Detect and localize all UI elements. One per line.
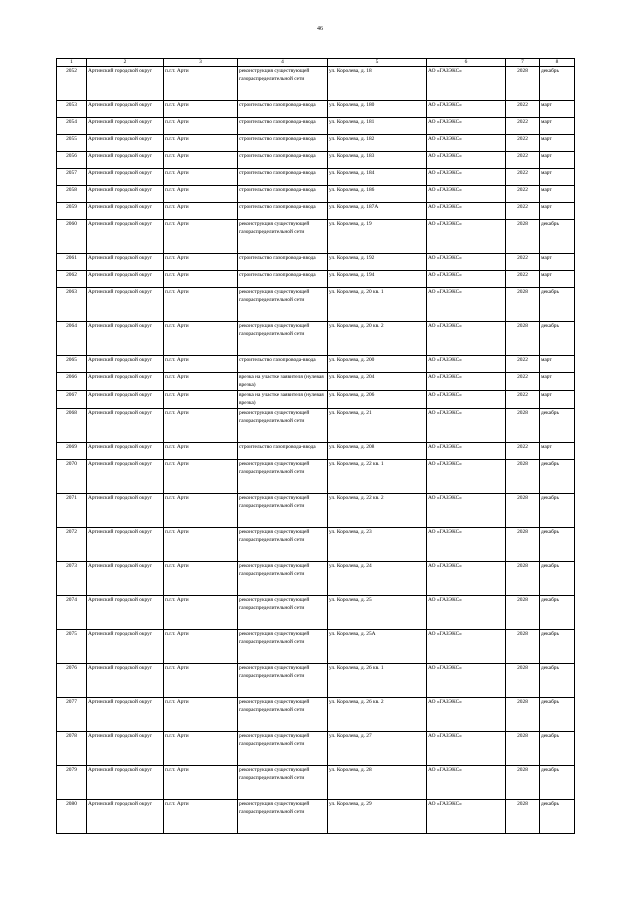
work-type-cell: реконструкция существующей газораспределительной сети <box>238 527 328 561</box>
work-type-cell: реконструкция существующей газораспределительной сети <box>238 561 328 595</box>
organization-cell: АО «ГАЗЭКС» <box>427 408 506 442</box>
district-cell: Артинский городской округ <box>87 356 164 373</box>
year-cell: 2022 <box>506 152 540 169</box>
settlement-cell: п.г.т. Арти <box>164 135 238 152</box>
table-row <box>57 288 575 322</box>
district-cell: Артинский городской округ <box>87 459 164 493</box>
table-row <box>57 731 575 765</box>
year-cell: 2022 <box>506 271 540 288</box>
address-cell: ул. Королева, д. 186 <box>328 186 427 203</box>
district-cell: Артинский городской округ <box>87 186 164 203</box>
gasification-table <box>56 58 575 834</box>
organization-cell: АО «ГАЗЭКС» <box>427 799 506 833</box>
work-type-cell: реконструкция существующей газораспределительной сети <box>238 663 328 697</box>
table-row <box>57 493 575 527</box>
month-cell: декабрь <box>540 408 575 442</box>
table-row <box>57 356 575 373</box>
year-cell: 2022 <box>506 356 540 373</box>
address-cell: ул. Королева, д. 19 <box>328 220 427 254</box>
work-type-cell: реконструкция существующей газораспределительной сети <box>238 731 328 765</box>
work-type-cell: строительство газопровода-ввода <box>238 169 328 186</box>
month-cell: декабрь <box>540 527 575 561</box>
column-header: 7 <box>506 59 540 67</box>
district-cell: Артинский городской округ <box>87 288 164 322</box>
organization-cell: АО «ГАЗЭКС» <box>427 254 506 271</box>
work-type-cell: строительство газопровода-ввода <box>238 356 328 373</box>
organization-cell: АО «ГАЗЭКС» <box>427 765 506 799</box>
month-cell: март <box>540 118 575 135</box>
settlement-cell: п.г.т. Арти <box>164 697 238 731</box>
address-cell: ул. Королева, д. 25А <box>328 629 427 663</box>
settlement-cell: п.г.т. Арти <box>164 459 238 493</box>
settlement-cell: п.г.т. Арти <box>164 169 238 186</box>
table-row <box>57 765 575 799</box>
row-number-cell: 2054 <box>57 118 87 135</box>
district-cell: Артинский городской округ <box>87 118 164 135</box>
column-number-row <box>57 59 575 67</box>
district-cell: Артинский городской округ <box>87 663 164 697</box>
work-type-cell: реконструкция существующей газораспределительной сети <box>238 697 328 731</box>
settlement-cell: п.г.т. Арти <box>164 203 238 220</box>
row-number-cell: 2052 <box>57 67 87 101</box>
row-number-cell: 2069 <box>57 442 87 459</box>
district-cell: Артинский городской округ <box>87 135 164 152</box>
address-cell: ул. Королева, д. 26 кв. 1 <box>328 663 427 697</box>
table-row <box>57 629 575 663</box>
row-number-cell: 2075 <box>57 629 87 663</box>
year-cell: 2022 <box>506 135 540 152</box>
table-row <box>57 697 575 731</box>
row-number-cell: 2056 <box>57 152 87 169</box>
address-cell: ул. Королева, д. 23 <box>328 527 427 561</box>
settlement-cell: п.г.т. Арти <box>164 186 238 203</box>
month-cell: декабрь <box>540 697 575 731</box>
year-cell: 2028 <box>506 322 540 356</box>
table-row <box>57 271 575 288</box>
table-row <box>57 408 575 442</box>
address-cell: ул. Королева, д. 184 <box>328 169 427 186</box>
work-type-cell: реконструкция существующей газораспределительной сети <box>238 493 328 527</box>
table-row <box>57 459 575 493</box>
column-header: 8 <box>540 59 575 67</box>
work-type-cell: реконструкция существующей газораспределительной сети <box>238 322 328 356</box>
month-cell: декабрь <box>540 799 575 833</box>
settlement-cell: п.г.т. Арти <box>164 390 238 408</box>
table-row <box>57 442 575 459</box>
settlement-cell: п.г.т. Арти <box>164 765 238 799</box>
work-type-cell: реконструкция существующей газораспределительной сети <box>238 288 328 322</box>
organization-cell: АО «ГАЗЭКС» <box>427 629 506 663</box>
row-number-cell: 2079 <box>57 765 87 799</box>
table-row <box>57 254 575 271</box>
district-cell: Артинский городской округ <box>87 254 164 271</box>
district-cell: Артинский городской округ <box>87 271 164 288</box>
address-cell: ул. Королева, д. 20 кв. 1 <box>328 288 427 322</box>
work-type-cell: строительство газопровода-ввода <box>238 101 328 118</box>
year-cell: 2022 <box>506 118 540 135</box>
district-cell: Артинский городской округ <box>87 595 164 629</box>
page-number: 46 <box>317 26 323 32</box>
month-cell: март <box>540 186 575 203</box>
district-cell: Артинский городской округ <box>87 169 164 186</box>
month-cell: декабрь <box>540 67 575 101</box>
address-cell: ул. Королева, д. 182 <box>328 135 427 152</box>
settlement-cell: п.г.т. Арти <box>164 731 238 765</box>
month-cell: декабрь <box>540 595 575 629</box>
month-cell: декабрь <box>540 459 575 493</box>
district-cell: Артинский городской округ <box>87 101 164 118</box>
address-cell: ул. Королева, д. 27 <box>328 731 427 765</box>
row-number-cell: 2078 <box>57 731 87 765</box>
row-number-cell: 2059 <box>57 203 87 220</box>
row-number-cell: 2058 <box>57 186 87 203</box>
row-number-cell: 2070 <box>57 459 87 493</box>
organization-cell: АО «ГАЗЭКС» <box>427 595 506 629</box>
address-cell: ул. Королева, д. 183 <box>328 152 427 169</box>
month-cell: декабрь <box>540 493 575 527</box>
month-cell: декабрь <box>540 731 575 765</box>
row-number-cell: 2055 <box>57 135 87 152</box>
settlement-cell: п.г.т. Арти <box>164 288 238 322</box>
table-row <box>57 101 575 118</box>
month-cell: декабрь <box>540 629 575 663</box>
month-cell: март <box>540 356 575 373</box>
address-cell: ул. Королева, д. 29 <box>328 799 427 833</box>
table-row <box>57 169 575 186</box>
month-cell: декабрь <box>540 765 575 799</box>
organization-cell: АО «ГАЗЭКС» <box>427 186 506 203</box>
district-cell: Артинский городской округ <box>87 67 164 101</box>
organization-cell: АО «ГАЗЭКС» <box>427 561 506 595</box>
settlement-cell: п.г.т. Арти <box>164 67 238 101</box>
organization-cell: АО «ГАЗЭКС» <box>427 527 506 561</box>
month-cell: декабрь <box>540 561 575 595</box>
table-row <box>57 220 575 254</box>
month-cell: март <box>540 101 575 118</box>
work-type-cell: строительство газопровода-ввода <box>238 135 328 152</box>
table-row <box>57 561 575 595</box>
address-cell: ул. Королева, д. 22 кв. 1 <box>328 459 427 493</box>
table-row <box>57 799 575 833</box>
organization-cell: АО «ГАЗЭКС» <box>427 697 506 731</box>
settlement-cell: п.г.т. Арти <box>164 408 238 442</box>
year-cell: 2028 <box>506 663 540 697</box>
year-cell: 2028 <box>506 459 540 493</box>
settlement-cell: п.г.т. Арти <box>164 493 238 527</box>
row-number-cell: 2063 <box>57 288 87 322</box>
settlement-cell: п.г.т. Арти <box>164 595 238 629</box>
district-cell: Артинский городской округ <box>87 322 164 356</box>
settlement-cell: п.г.т. Арти <box>164 663 238 697</box>
year-cell: 2022 <box>506 186 540 203</box>
address-cell: ул. Королева, д. 187А <box>328 203 427 220</box>
month-cell: март <box>540 152 575 169</box>
work-type-cell: врезка на участке заявителя (нулевая врезка) <box>238 390 328 408</box>
month-cell: март <box>540 373 575 391</box>
organization-cell: АО «ГАЗЭКС» <box>427 288 506 322</box>
settlement-cell: п.г.т. Арти <box>164 118 238 135</box>
address-cell: ул. Королева, д. 181 <box>328 118 427 135</box>
district-cell: Артинский городской округ <box>87 799 164 833</box>
row-number-cell: 2067 <box>57 390 87 408</box>
settlement-cell: п.г.т. Арти <box>164 442 238 459</box>
year-cell: 2022 <box>506 101 540 118</box>
row-number-cell: 2076 <box>57 663 87 697</box>
work-type-cell: реконструкция существующей газораспределительной сети <box>238 595 328 629</box>
month-cell: март <box>540 254 575 271</box>
organization-cell: АО «ГАЗЭКС» <box>427 493 506 527</box>
work-type-cell: строительство газопровода-ввода <box>238 186 328 203</box>
settlement-cell: п.г.т. Арти <box>164 254 238 271</box>
organization-cell: АО «ГАЗЭКС» <box>427 373 506 391</box>
address-cell: ул. Королева, д. 204 <box>328 373 427 391</box>
year-cell: 2028 <box>506 629 540 663</box>
year-cell: 2028 <box>506 527 540 561</box>
address-cell: ул. Королева, д. 22 кв. 2 <box>328 493 427 527</box>
row-number-cell: 2062 <box>57 271 87 288</box>
address-cell: ул. Королева, д. 194 <box>328 271 427 288</box>
organization-cell: АО «ГАЗЭКС» <box>427 442 506 459</box>
address-cell: ул. Королева, д. 28 <box>328 765 427 799</box>
row-number-cell: 2065 <box>57 356 87 373</box>
year-cell: 2028 <box>506 595 540 629</box>
column-header: 3 <box>164 59 238 67</box>
work-type-cell: реконструкция существующей газораспределительной сети <box>238 459 328 493</box>
district-cell: Артинский городской округ <box>87 765 164 799</box>
column-header: 2 <box>87 59 164 67</box>
district-cell: Артинский городской округ <box>87 408 164 442</box>
month-cell: декабрь <box>540 220 575 254</box>
row-number-cell: 2053 <box>57 101 87 118</box>
year-cell: 2028 <box>506 408 540 442</box>
table-row <box>57 186 575 203</box>
year-cell: 2028 <box>506 493 540 527</box>
work-type-cell: врезка на участке заявителя (нулевая врезка) <box>238 373 328 391</box>
work-type-cell: реконструкция существующей газораспределительной сети <box>238 629 328 663</box>
work-type-cell: реконструкция существующей газораспределительной сети <box>238 67 328 101</box>
organization-cell: АО «ГАЗЭКС» <box>427 731 506 765</box>
work-type-cell: строительство газопровода-ввода <box>238 271 328 288</box>
row-number-cell: 2068 <box>57 408 87 442</box>
year-cell: 2028 <box>506 731 540 765</box>
district-cell: Артинский городской округ <box>87 152 164 169</box>
district-cell: Артинский городской округ <box>87 561 164 595</box>
year-cell: 2022 <box>506 442 540 459</box>
table-row <box>57 203 575 220</box>
address-cell: ул. Королева, д. 180 <box>328 101 427 118</box>
district-cell: Артинский городской округ <box>87 629 164 663</box>
address-cell: ул. Королева, д. 200 <box>328 356 427 373</box>
work-type-cell: строительство газопровода-ввода <box>238 152 328 169</box>
organization-cell: АО «ГАЗЭКС» <box>427 220 506 254</box>
work-type-cell: строительство газопровода-ввода <box>238 118 328 135</box>
month-cell: март <box>540 442 575 459</box>
settlement-cell: п.г.т. Арти <box>164 629 238 663</box>
work-type-cell: строительство газопровода-ввода <box>238 254 328 271</box>
district-cell: Артинский городской округ <box>87 697 164 731</box>
settlement-cell: п.г.т. Арти <box>164 356 238 373</box>
organization-cell: АО «ГАЗЭКС» <box>427 67 506 101</box>
settlement-cell: п.г.т. Арти <box>164 152 238 169</box>
column-header: 1 <box>57 59 87 67</box>
address-cell: ул. Королева, д. 25 <box>328 595 427 629</box>
settlement-cell: п.г.т. Арти <box>164 527 238 561</box>
table-row <box>57 595 575 629</box>
year-cell: 2022 <box>506 390 540 408</box>
address-cell: ул. Королева, д. 208 <box>328 442 427 459</box>
settlement-cell: п.г.т. Арти <box>164 322 238 356</box>
district-cell: Артинский городской округ <box>87 493 164 527</box>
row-number-cell: 2072 <box>57 527 87 561</box>
year-cell: 2028 <box>506 288 540 322</box>
table-row <box>57 663 575 697</box>
district-cell: Артинский городской округ <box>87 390 164 408</box>
settlement-cell: п.г.т. Арти <box>164 220 238 254</box>
month-cell: март <box>540 203 575 220</box>
table-row <box>57 135 575 152</box>
organization-cell: АО «ГАЗЭКС» <box>427 169 506 186</box>
row-number-cell: 2077 <box>57 697 87 731</box>
work-type-cell: реконструкция существующей газораспределительной сети <box>238 799 328 833</box>
year-cell: 2028 <box>506 765 540 799</box>
month-cell: март <box>540 390 575 408</box>
row-number-cell: 2066 <box>57 373 87 391</box>
address-cell: ул. Королева, д. 192 <box>328 254 427 271</box>
table-row <box>57 152 575 169</box>
district-cell: Артинский городской округ <box>87 220 164 254</box>
month-cell: март <box>540 135 575 152</box>
column-header: 4 <box>238 59 328 67</box>
settlement-cell: п.г.т. Арти <box>164 561 238 595</box>
organization-cell: АО «ГАЗЭКС» <box>427 118 506 135</box>
row-number-cell: 2064 <box>57 322 87 356</box>
work-type-cell: реконструкция существующей газораспределительной сети <box>238 408 328 442</box>
column-header: 5 <box>328 59 427 67</box>
organization-cell: АО «ГАЗЭКС» <box>427 271 506 288</box>
year-cell: 2022 <box>506 169 540 186</box>
table-row <box>57 373 575 391</box>
table-row <box>57 67 575 101</box>
organization-cell: АО «ГАЗЭКС» <box>427 203 506 220</box>
address-cell: ул. Королева, д. 24 <box>328 561 427 595</box>
month-cell: декабрь <box>540 663 575 697</box>
year-cell: 2028 <box>506 561 540 595</box>
organization-cell: АО «ГАЗЭКС» <box>427 356 506 373</box>
table-row <box>57 322 575 356</box>
district-cell: Артинский городской округ <box>87 442 164 459</box>
address-cell: ул. Королева, д. 18 <box>328 67 427 101</box>
organization-cell: АО «ГАЗЭКС» <box>427 663 506 697</box>
district-cell: Артинский городской округ <box>87 203 164 220</box>
organization-cell: АО «ГАЗЭКС» <box>427 459 506 493</box>
organization-cell: АО «ГАЗЭКС» <box>427 390 506 408</box>
settlement-cell: п.г.т. Арти <box>164 271 238 288</box>
address-cell: ул. Королева, д. 20 кв. 2 <box>328 322 427 356</box>
row-number-cell: 2080 <box>57 799 87 833</box>
month-cell: декабрь <box>540 288 575 322</box>
address-cell: ул. Королева, д. 206 <box>328 390 427 408</box>
address-cell: ул. Королева, д. 26 кв. 2 <box>328 697 427 731</box>
organization-cell: АО «ГАЗЭКС» <box>427 322 506 356</box>
work-type-cell: реконструкция существующей газораспределительной сети <box>238 765 328 799</box>
month-cell: декабрь <box>540 322 575 356</box>
organization-cell: АО «ГАЗЭКС» <box>427 152 506 169</box>
row-number-cell: 2060 <box>57 220 87 254</box>
settlement-cell: п.г.т. Арти <box>164 373 238 391</box>
year-cell: 2028 <box>506 67 540 101</box>
work-type-cell: строительство газопровода-ввода <box>238 442 328 459</box>
work-type-cell: реконструкция существующей газораспределительной сети <box>238 220 328 254</box>
row-number-cell: 2057 <box>57 169 87 186</box>
organization-cell: АО «ГАЗЭКС» <box>427 101 506 118</box>
district-cell: Артинский городской округ <box>87 527 164 561</box>
row-number-cell: 2061 <box>57 254 87 271</box>
column-header: 6 <box>427 59 506 67</box>
year-cell: 2028 <box>506 697 540 731</box>
year-cell: 2022 <box>506 203 540 220</box>
work-type-cell: строительство газопровода-ввода <box>238 203 328 220</box>
district-cell: Артинский городской округ <box>87 373 164 391</box>
month-cell: март <box>540 271 575 288</box>
year-cell: 2022 <box>506 254 540 271</box>
table-row <box>57 118 575 135</box>
row-number-cell: 2074 <box>57 595 87 629</box>
district-cell: Артинский городской округ <box>87 731 164 765</box>
row-number-cell: 2071 <box>57 493 87 527</box>
month-cell: март <box>540 169 575 186</box>
table-row <box>57 527 575 561</box>
year-cell: 2022 <box>506 373 540 391</box>
settlement-cell: п.г.т. Арти <box>164 101 238 118</box>
row-number-cell: 2073 <box>57 561 87 595</box>
organization-cell: АО «ГАЗЭКС» <box>427 135 506 152</box>
settlement-cell: п.г.т. Арти <box>164 799 238 833</box>
address-cell: ул. Королева, д. 21 <box>328 408 427 442</box>
year-cell: 2028 <box>506 799 540 833</box>
year-cell: 2028 <box>506 220 540 254</box>
table-row <box>57 390 575 408</box>
